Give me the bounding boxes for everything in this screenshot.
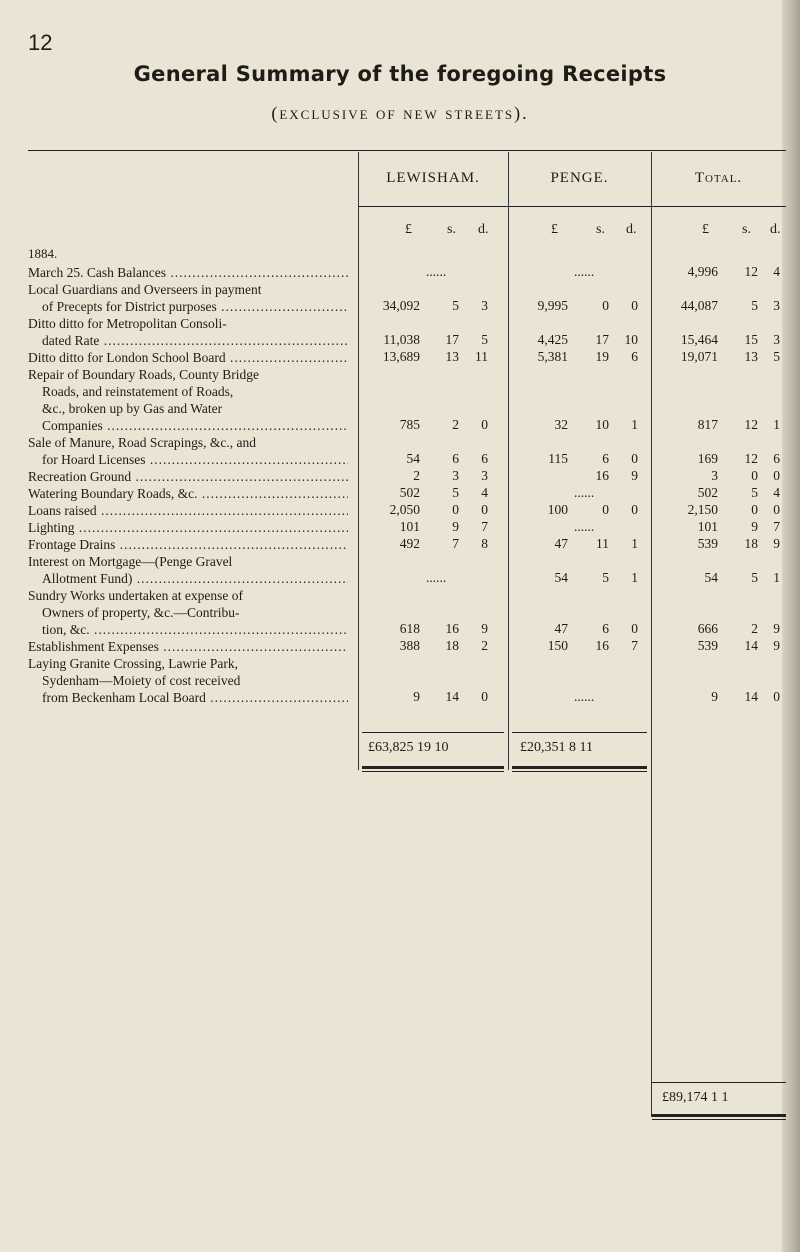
row-description-line: Repair of Boundary Roads, County Bridge <box>28 367 259 382</box>
page-title: General Summary of the foregoing Receipts <box>133 62 667 86</box>
lew-pence: 5 <box>481 332 488 347</box>
lew-pounds: 13,689 <box>382 349 420 364</box>
unit-pence: d. <box>626 222 637 237</box>
row-description <box>28 315 348 349</box>
row-description-line: Local Guardians and Overseers in payment <box>28 282 262 297</box>
double-rule <box>362 766 504 769</box>
lew-shillings: 7 <box>452 536 459 551</box>
tot-pence: 0 <box>773 468 780 483</box>
row-description <box>28 587 348 638</box>
double-rule <box>512 766 647 769</box>
pen-pence: 9 <box>631 468 638 483</box>
lew-shillings: 17 <box>445 332 459 347</box>
lew-pence: 3 <box>481 468 488 483</box>
tot-shillings: 18 <box>744 536 758 551</box>
empty-entry: ...... <box>426 264 447 279</box>
lew-shillings: 13 <box>445 349 459 364</box>
row-description-line: tion, &c. ..... <box>28 621 348 638</box>
row-description-line: Roads, and reinstatement of Roads, <box>42 384 234 399</box>
lew-pence: 0 <box>481 502 488 517</box>
lew-pounds: 618 <box>399 621 420 636</box>
pen-pounds: 9,995 <box>537 298 568 313</box>
tot-pence: 5 <box>773 349 780 364</box>
pen-shillings: 16 <box>595 468 609 483</box>
pen-pounds: 32 <box>554 417 568 432</box>
column-divider-1 <box>358 152 359 770</box>
lew-pounds: 54 <box>406 451 420 466</box>
unit-shillings: s. <box>742 222 751 237</box>
pen-shillings: 19 <box>595 349 609 364</box>
unit-pence: d. <box>770 222 781 237</box>
tot-shillings: 13 <box>744 349 758 364</box>
tot-pence: 0 <box>773 502 780 517</box>
lew-shillings: 18 <box>445 638 459 653</box>
pen-pounds: 5,381 <box>537 349 568 364</box>
tot-shillings: 5 <box>751 570 758 585</box>
row-description <box>28 485 348 502</box>
pen-pence: 1 <box>631 570 638 585</box>
year-label: 1884. <box>28 246 58 261</box>
pen-pounds: 54 <box>554 570 568 585</box>
lew-pounds: 492 <box>399 536 420 551</box>
tot-pounds: 666 <box>697 621 718 636</box>
row-description <box>28 264 348 281</box>
tot-shillings: 15 <box>744 332 758 347</box>
column-header-penge: PENGE. <box>550 170 609 186</box>
tot-pence: 6 <box>773 451 780 466</box>
pen-shillings: 16 <box>595 638 609 653</box>
tot-pence: 7 <box>773 519 780 534</box>
row-description-line: Interest on Mortgage—(Penge Gravel <box>28 554 233 569</box>
page-subtitle: (exclusive of new streets). <box>271 103 529 123</box>
row-description <box>28 468 348 485</box>
row-description <box>28 281 348 315</box>
row-description-line: dated Rate ..... <box>28 332 348 349</box>
pen-pence: 0 <box>631 298 638 313</box>
unit-pounds: £ <box>551 222 558 237</box>
tot-pence: 0 <box>773 689 780 704</box>
tot-pence: 9 <box>773 638 780 653</box>
tot-shillings: 14 <box>744 689 758 704</box>
lew-shillings: 3 <box>452 468 459 483</box>
lew-shillings: 5 <box>452 298 459 313</box>
tot-shillings: 0 <box>751 468 758 483</box>
lew-pence: 7 <box>481 519 488 534</box>
top-rule <box>28 150 786 151</box>
tot-shillings: 0 <box>751 502 758 517</box>
row-description-line: Owners of property, &c.—Contribu- <box>42 605 240 620</box>
lew-pence: 0 <box>481 417 488 432</box>
row-description <box>28 434 348 468</box>
tot-pounds: 169 <box>697 451 718 466</box>
column-header-lewisham: LEWISHAM. <box>386 170 480 186</box>
pen-pounds: 4,425 <box>537 332 568 347</box>
pen-pence: 0 <box>631 502 638 517</box>
pen-shillings: 10 <box>595 417 609 432</box>
tot-pence: 4 <box>773 485 780 500</box>
lew-pence: 0 <box>481 689 488 704</box>
row-description-line: &c., broken up by Gas and Water <box>42 401 223 416</box>
tot-pounds: 19,071 <box>680 349 718 364</box>
pen-shillings: 5 <box>602 570 609 585</box>
lew-pounds: 11,038 <box>383 332 420 347</box>
pen-pence: 0 <box>631 451 638 466</box>
row-description <box>28 553 348 587</box>
double-rule <box>512 771 647 772</box>
grand-total: £89,174 1 1 <box>662 1090 729 1105</box>
row-description <box>28 502 348 519</box>
page-number: 12 <box>28 30 53 55</box>
pen-shillings: 6 <box>602 451 609 466</box>
tot-pence: 1 <box>773 570 780 585</box>
tot-pounds: 539 <box>697 638 718 653</box>
row-description-line: Watering Boundary Roads, &c. ..... <box>28 485 348 502</box>
lew-pounds: 2 <box>413 468 420 483</box>
subtotal-rule <box>512 732 647 733</box>
pen-pence: 1 <box>631 536 638 551</box>
row-description <box>28 536 348 553</box>
double-rule <box>652 1119 786 1120</box>
pen-shillings: 0 <box>602 502 609 517</box>
pen-pounds: 100 <box>547 502 568 517</box>
row-description <box>28 655 348 706</box>
pen-pence: 7 <box>631 638 638 653</box>
row-description <box>28 519 348 536</box>
pen-shillings: 0 <box>602 298 609 313</box>
tot-pounds: 3 <box>711 468 718 483</box>
lew-shillings: 6 <box>452 451 459 466</box>
pen-pence: 1 <box>631 417 638 432</box>
pen-shillings: 17 <box>595 332 609 347</box>
row-description-line: Sale of Manure, Road Scrapings, &c., and <box>28 435 256 450</box>
lew-shillings: 0 <box>452 502 459 517</box>
tot-pence: 4 <box>773 264 780 279</box>
lew-pence: 8 <box>481 536 488 551</box>
lew-shillings: 2 <box>452 417 459 432</box>
row-description-line: from Beckenham Local Board ..... <box>28 689 348 706</box>
pen-pounds: 47 <box>554 536 568 551</box>
pen-shillings: 6 <box>602 621 609 636</box>
unit-shillings: s. <box>596 222 605 237</box>
empty-entry: ...... <box>426 570 447 585</box>
tot-shillings: 12 <box>744 264 758 279</box>
tot-pence: 9 <box>773 621 780 636</box>
row-description-line: Companies ..... <box>28 417 348 434</box>
row-description-line: Ditto ditto for Metropolitan Consoli- <box>28 316 227 331</box>
row-description-line: Establishment Expenses ..... <box>28 638 348 655</box>
unit-shillings: s. <box>447 222 456 237</box>
row-description-line: Sundry Works undertaken at expense of <box>28 588 243 603</box>
lew-shillings: 9 <box>452 519 459 534</box>
empty-entry: ...... <box>574 689 595 704</box>
lew-shillings: 16 <box>445 621 459 636</box>
subtotal-rule <box>362 732 504 733</box>
row-description-line: March 25. Cash Balances ..... <box>28 264 348 281</box>
row-description-line: Ditto ditto for London School Board ..... <box>28 349 348 366</box>
empty-entry: ...... <box>574 264 595 279</box>
row-description-line: Allotment Fund) ..... <box>28 570 348 587</box>
tot-pounds: 539 <box>697 536 718 551</box>
unit-pounds: £ <box>405 222 412 237</box>
unit-pounds: £ <box>702 222 709 237</box>
row-description-line: of Precepts for District purposes ..... <box>28 298 348 315</box>
row-description <box>28 349 348 366</box>
lew-pence: 9 <box>481 621 488 636</box>
lew-pence: 2 <box>481 638 488 653</box>
tot-pounds: 502 <box>697 485 718 500</box>
pen-shillings: 11 <box>596 536 609 551</box>
lew-pounds: 9 <box>413 689 420 704</box>
lew-pence: 3 <box>481 298 488 313</box>
tot-pounds: 9 <box>711 689 718 704</box>
row-description-line: Recreation Ground ..... <box>28 468 348 485</box>
row-description-line: Loans raised ..... <box>28 502 348 519</box>
tot-pence: 9 <box>773 536 780 551</box>
tot-pounds: 15,464 <box>680 332 718 347</box>
lew-pounds: 2,050 <box>389 502 420 517</box>
tot-pence: 3 <box>773 332 780 347</box>
row-description-line: Lighting ..... <box>28 519 348 536</box>
lew-pounds: 785 <box>399 417 420 432</box>
row-description-line: Frontage Drains ..... <box>28 536 348 553</box>
pen-pounds: 150 <box>547 638 568 653</box>
row-description-line: Sydenham—Moiety of cost received <box>42 673 241 688</box>
lew-pence: 6 <box>481 451 488 466</box>
column-header-total: Total. <box>694 170 743 186</box>
tot-pounds: 54 <box>704 570 718 585</box>
subtotal-lewisham: £63,825 19 10 <box>368 740 449 755</box>
row-description <box>28 366 348 434</box>
header-rule <box>358 206 786 207</box>
grand-total-rule <box>652 1082 786 1083</box>
tot-shillings: 5 <box>751 485 758 500</box>
lew-pence: 11 <box>475 349 488 364</box>
lew-pounds: 101 <box>399 519 420 534</box>
tot-shillings: 5 <box>751 298 758 313</box>
tot-pounds: 817 <box>697 417 718 432</box>
row-description <box>28 638 348 655</box>
tot-shillings: 14 <box>744 638 758 653</box>
row-description-line: for Hoard Licenses ..... <box>28 451 348 468</box>
lew-pounds: 34,092 <box>382 298 420 313</box>
tot-pence: 1 <box>773 417 780 432</box>
subtotal-penge: £20,351 8 11 <box>520 740 593 755</box>
tot-shillings: 2 <box>751 621 758 636</box>
pen-pounds: 115 <box>548 451 568 466</box>
lew-shillings: 14 <box>445 689 459 704</box>
pen-pence: 6 <box>631 349 638 364</box>
empty-entry: ...... <box>574 485 595 500</box>
lew-pounds: 502 <box>399 485 420 500</box>
tot-shillings: 12 <box>744 451 758 466</box>
tot-pounds: 101 <box>697 519 718 534</box>
pen-pence: 0 <box>631 621 638 636</box>
pen-pence: 10 <box>624 332 638 347</box>
tot-shillings: 12 <box>744 417 758 432</box>
lew-pounds: 388 <box>399 638 420 653</box>
tot-pence: 3 <box>773 298 780 313</box>
pen-pounds: 47 <box>554 621 568 636</box>
lew-pence: 4 <box>481 485 488 500</box>
empty-entry: ...... <box>574 519 595 534</box>
lew-shillings: 5 <box>452 485 459 500</box>
row-description-line: Laying Granite Crossing, Lawrie Park, <box>28 656 238 671</box>
double-rule <box>362 771 504 772</box>
double-rule <box>652 1114 786 1117</box>
page-edge <box>782 0 800 1252</box>
tot-pounds: 44,087 <box>680 298 718 313</box>
column-divider-2 <box>508 152 509 770</box>
tot-shillings: 9 <box>751 519 758 534</box>
tot-pounds: 4,996 <box>687 264 718 279</box>
column-divider-3 <box>651 152 652 1117</box>
unit-pence: d. <box>478 222 489 237</box>
tot-pounds: 2,150 <box>687 502 718 517</box>
